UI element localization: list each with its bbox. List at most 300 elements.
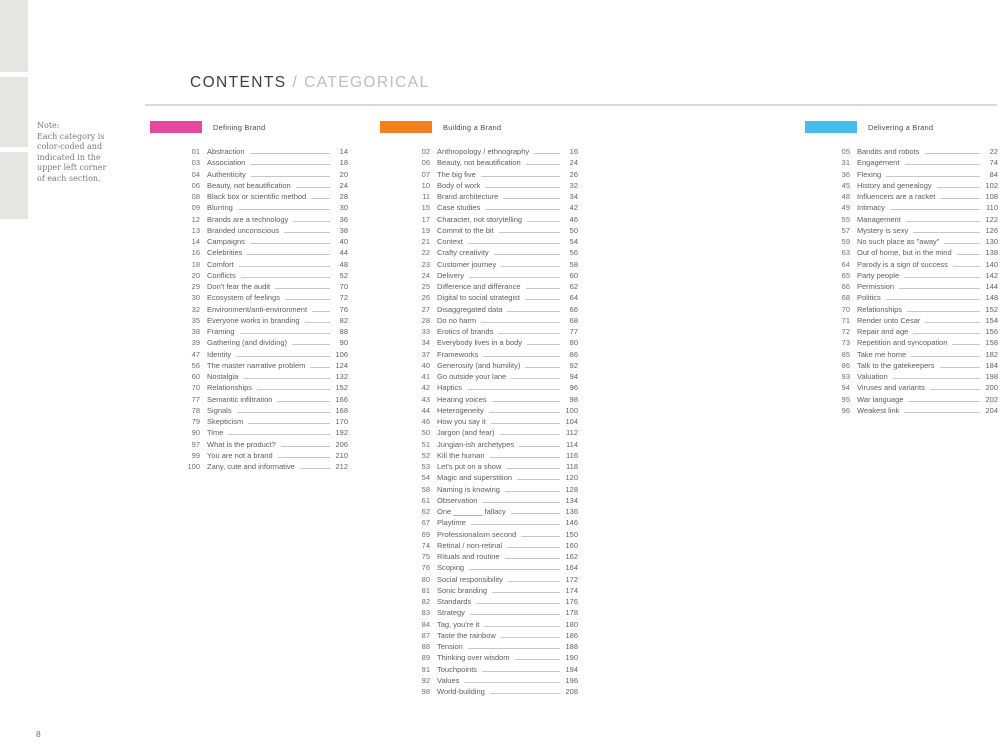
toc-entry: [180, 247, 348, 258]
entry-number: 21: [421, 237, 430, 246]
entry-page: 34: [569, 192, 578, 201]
entry-number: 75: [421, 552, 430, 561]
toc-entry: [410, 281, 578, 292]
leader-line: [525, 360, 560, 368]
toc-entry: [180, 180, 348, 191]
entry-number: 56: [191, 360, 200, 370]
leader-line: [517, 472, 560, 480]
toc-entry: [180, 326, 348, 337]
entry-number: 42: [421, 383, 430, 393]
leader-line: [505, 551, 560, 559]
toc-entry-list: [830, 146, 998, 416]
toc-entry: [180, 416, 348, 427]
entry-page: 114: [566, 439, 578, 449]
entry-title: Brand architecture: [437, 192, 499, 201]
leader-line: [904, 270, 980, 278]
toc-entry: [830, 371, 998, 382]
leader-line: [907, 304, 980, 312]
leader-line: [228, 427, 330, 435]
leader-line: [525, 292, 560, 300]
entry-title: The master narrative problem: [207, 360, 306, 370]
toc-entry: [410, 551, 578, 562]
entry-page: 124: [335, 360, 348, 370]
toc-entry: [410, 506, 578, 517]
toc-entry: [410, 315, 578, 326]
entry-page: 26: [569, 169, 578, 179]
toc-entry: [830, 349, 998, 360]
toc-entry: [410, 619, 578, 630]
entry-title: Values: [437, 675, 460, 685]
leader-line: [481, 315, 560, 323]
entry-title: Party people: [857, 270, 900, 280]
entry-page: 116: [566, 450, 578, 460]
entry-page: 100: [565, 405, 578, 415]
toc-entry: [180, 304, 348, 315]
entry-title: Valuation: [857, 372, 888, 381]
entry-page: 152: [985, 304, 998, 314]
entry-number: 02: [421, 147, 430, 156]
entry-page: 38: [339, 225, 348, 235]
entry-page: 210: [335, 450, 348, 460]
toc-entry: [410, 484, 578, 495]
entry-title: Anthropology / ethnography: [437, 147, 530, 156]
entry-page: 102: [985, 180, 998, 190]
entry-page: 76: [339, 304, 348, 314]
entry-number: 99: [191, 450, 200, 460]
entry-page: 92: [569, 360, 578, 370]
entry-page: 170: [335, 417, 348, 426]
entry-page: 112: [566, 428, 578, 438]
entry-title: Environment/anti-environment: [207, 304, 308, 314]
entry-number: 37: [421, 349, 430, 359]
title-separator: /: [292, 74, 299, 91]
toc-entry: [830, 236, 998, 247]
entry-number: 01: [191, 147, 200, 156]
entry-title: Abstraction: [207, 147, 245, 156]
leader-line: [925, 315, 980, 323]
entry-page: 96: [569, 383, 578, 393]
entry-title: Viruses and variants: [857, 383, 925, 393]
leader-line: [506, 461, 560, 469]
entry-page: 122: [985, 214, 998, 224]
toc-entry: [180, 360, 348, 371]
toc-entry: [830, 326, 998, 337]
leader-line: [285, 292, 330, 300]
entry-page: 66: [569, 304, 578, 314]
leader-line: [492, 394, 560, 402]
toc-entry: [830, 180, 998, 191]
toc-entry: [410, 270, 578, 281]
entry-number: 57: [841, 225, 850, 235]
entry-page: 208: [565, 687, 578, 696]
entry-number: 17: [421, 214, 430, 224]
entry-number: 62: [421, 507, 430, 516]
entry-title: Digital to social strategist: [437, 293, 520, 303]
entry-number: 64: [841, 259, 850, 269]
entry-title: Management: [857, 214, 901, 224]
entry-title: Context: [437, 237, 463, 246]
toc-entry: [410, 652, 578, 663]
toc-entry-list: [180, 146, 348, 472]
toc-entry: [410, 529, 578, 540]
entry-number: 40: [421, 360, 430, 370]
entry-number: 23: [421, 259, 430, 269]
entry-title: Parody is a sign of success: [857, 259, 948, 269]
leader-line: [957, 247, 980, 255]
entry-page: 74: [989, 158, 998, 168]
entry-title: Frameworks: [437, 349, 479, 359]
toc-entry: [180, 157, 348, 168]
entry-number: 24: [421, 270, 430, 280]
entry-number: 81: [421, 585, 430, 595]
toc-entry: [830, 360, 998, 371]
toc-entry: [180, 202, 348, 213]
entry-title: Retinal / non-retinal: [437, 540, 503, 550]
leader-line: [470, 607, 560, 615]
entry-page: 110: [986, 203, 998, 213]
leader-line: [908, 394, 980, 402]
leader-line: [904, 405, 980, 413]
entry-title: Skepticism: [207, 417, 244, 426]
toc-entry: [830, 214, 998, 225]
leader-line: [944, 236, 980, 244]
entry-number: 05: [841, 147, 850, 156]
entry-number: 18: [191, 259, 200, 269]
entry-title: Repetition and syncopation: [857, 338, 948, 348]
entry-number: 54: [421, 473, 430, 483]
page-title: [190, 74, 430, 92]
toc-entry: [830, 202, 998, 213]
entry-number: 63: [841, 248, 850, 258]
entry-number: 100: [187, 462, 200, 471]
leader-line: [505, 484, 560, 492]
entry-title: Tag, you're it: [437, 619, 480, 629]
category-header: [380, 121, 578, 133]
toc-entry: [180, 427, 348, 438]
entry-title: Relationships: [857, 304, 903, 314]
leader-line: [913, 326, 980, 334]
leader-line: [278, 450, 330, 458]
entry-title: Magic and superstition: [437, 473, 513, 483]
entry-title: Case studies: [437, 203, 481, 213]
margin-note: Note: Each category is color-coded and indicated in the upper left corner of each section.: [37, 121, 107, 183]
leader-line: [238, 202, 330, 210]
entry-number: 44: [421, 405, 430, 415]
entry-title: Politics: [857, 293, 881, 303]
entry-title: Beauty, not beautification: [437, 158, 521, 168]
toc-entry: [410, 247, 578, 258]
entry-page: 72: [339, 293, 348, 303]
leader-line: [911, 349, 980, 357]
entry-number: 28: [421, 315, 430, 325]
toc-entry: [830, 382, 998, 393]
leader-line: [247, 247, 330, 255]
leader-line: [464, 675, 560, 683]
entry-title: Haptics: [437, 383, 463, 393]
entry-title: Intimacy: [857, 203, 885, 213]
entry-page: 44: [339, 248, 348, 258]
category-swatch: [150, 121, 202, 133]
entry-number: 45: [841, 180, 850, 190]
entry-page: 194: [565, 664, 578, 674]
entry-number: 22: [421, 248, 430, 258]
entry-title: Naming is knowing: [437, 484, 500, 494]
divider-line: [145, 104, 997, 106]
entry-title: The big five: [437, 169, 476, 179]
leader-line: [519, 439, 560, 447]
page-edge-strip: [0, 0, 28, 72]
entry-number: 58: [421, 484, 430, 494]
toc-entry: [410, 236, 578, 247]
entry-number: 47: [191, 349, 200, 359]
toc-entry: [410, 225, 578, 236]
entry-title: Branded unconscious: [207, 225, 280, 235]
toc-entry: [410, 202, 578, 213]
entry-title: Everyone works in branding: [207, 315, 300, 325]
entry-title: Professionalism second: [437, 529, 517, 539]
leader-line: [501, 259, 560, 267]
leader-line: [508, 574, 560, 582]
leader-line: [886, 292, 980, 300]
leader-line: [250, 146, 330, 154]
leader-line: [471, 517, 560, 525]
entry-title: Body of work: [437, 180, 481, 190]
toc-entry: [410, 326, 578, 337]
entry-title: Ecosystem of feelings: [207, 293, 280, 303]
leader-line: [236, 349, 330, 357]
entry-page: 212: [335, 462, 348, 471]
entry-page: 140: [985, 259, 998, 269]
toc-entry: [410, 540, 578, 551]
entry-page: 84: [989, 169, 998, 179]
entry-page: 104: [565, 417, 578, 426]
entry-number: 98: [421, 687, 430, 696]
entry-page: 156: [985, 327, 998, 336]
entry-number: 76: [421, 563, 430, 573]
toc-entry: [410, 427, 578, 438]
entry-page: 206: [335, 439, 348, 449]
entry-number: 70: [191, 383, 200, 393]
toc-entry: [180, 146, 348, 157]
toc-entry: [180, 394, 348, 405]
entry-title: Engagement: [857, 158, 900, 168]
toc-entry: [180, 371, 348, 382]
toc-entry: [180, 349, 348, 360]
leader-line: [507, 304, 560, 312]
leader-line: [250, 157, 330, 165]
entry-page: 150: [565, 529, 578, 539]
toc-entry: [410, 517, 578, 528]
entry-title: Observation: [437, 495, 478, 505]
entry-number: 90: [191, 428, 200, 438]
entry-title: Authenticity: [207, 169, 246, 179]
entry-number: 39: [191, 338, 200, 348]
entry-title: One _______ fallacy: [437, 507, 506, 516]
toc-entry: [180, 439, 348, 450]
entry-page: 188: [565, 642, 578, 651]
category-label: Building a Brand: [443, 122, 502, 132]
entry-page: 172: [565, 574, 578, 584]
toc-entry-list: [410, 146, 578, 697]
entry-page: 118: [566, 462, 578, 471]
toc-entry: [410, 146, 578, 157]
entry-page: 80: [569, 338, 578, 348]
toc-entry: [410, 169, 578, 180]
leader-line: [284, 225, 330, 233]
leader-line: [485, 202, 560, 210]
toc-entry: [180, 281, 348, 292]
entry-title: Don't fear the audit: [207, 282, 271, 291]
entry-title: You are not a brand: [207, 450, 273, 460]
entry-number: 20: [191, 270, 200, 280]
entry-number: 55: [841, 214, 850, 224]
entry-page: 20: [339, 169, 348, 179]
entry-page: 16: [569, 147, 578, 156]
leader-line: [257, 382, 330, 390]
entry-page: 132: [335, 372, 348, 381]
entry-number: 41: [421, 372, 430, 381]
entry-number: 78: [191, 405, 200, 415]
leader-line: [490, 450, 560, 458]
entry-page: 136: [565, 507, 578, 516]
entry-title: Out of home, but in the mind: [857, 248, 952, 258]
toc-entry: [830, 270, 998, 281]
entry-page: 142: [985, 270, 998, 280]
toc-entry: [830, 281, 998, 292]
entry-page: 42: [569, 203, 578, 213]
entry-number: 12: [191, 214, 200, 224]
entry-title: Character, not storytelling: [437, 214, 523, 224]
toc-entry: [180, 214, 348, 225]
entry-title: Render unto Cesar: [857, 315, 921, 325]
entry-number: 32: [191, 304, 200, 314]
entry-number: 48: [841, 192, 850, 201]
entry-number: 31: [841, 158, 850, 168]
entry-number: 59: [841, 237, 850, 246]
entry-number: 27: [421, 304, 430, 314]
entry-title: Blurring: [207, 203, 233, 213]
toc-entry: [180, 236, 348, 247]
leader-line: [239, 259, 330, 267]
leader-line: [905, 157, 980, 165]
entry-page: 192: [335, 428, 348, 438]
toc-entry: [410, 461, 578, 472]
entry-title: Identity: [207, 349, 232, 359]
toc-entry: [180, 315, 348, 326]
leader-line: [237, 405, 330, 413]
leader-line: [953, 259, 980, 267]
toc-entry: [410, 157, 578, 168]
entry-number: 09: [191, 203, 200, 213]
leader-line: [913, 225, 980, 233]
entry-title: Hearing voices: [437, 394, 487, 404]
leader-line: [296, 180, 330, 188]
leader-line: [277, 394, 330, 402]
toc-entry: [410, 630, 578, 641]
toc-entry: [410, 214, 578, 225]
toc-entry: [180, 461, 348, 472]
entry-page: 90: [339, 338, 348, 348]
entry-page: 168: [335, 405, 348, 415]
leader-line: [500, 427, 560, 435]
leader-line: [491, 416, 560, 424]
leader-line: [292, 337, 330, 345]
leader-line: [498, 326, 560, 334]
toc-entry: [410, 574, 578, 585]
entry-title: Crafty creativity: [437, 248, 489, 258]
toc-entry: [410, 607, 578, 618]
entry-number: 50: [421, 428, 430, 438]
entry-number: 25: [421, 282, 430, 291]
entry-number: 74: [421, 540, 430, 550]
entry-title: Bandits and robots: [857, 147, 920, 156]
entry-title: Generosity (and humility): [437, 360, 521, 370]
entry-number: 86: [841, 360, 850, 370]
entry-number: 91: [421, 664, 430, 674]
entry-title: Beauty, not beautification: [207, 180, 291, 190]
entry-title: Social responsibility: [437, 574, 503, 584]
entry-title: Semantic infiltration: [207, 394, 273, 404]
leader-line: [490, 686, 560, 694]
leader-line: [930, 382, 980, 390]
entry-number: 29: [191, 282, 200, 291]
leader-line: [281, 439, 330, 447]
leader-line: [492, 585, 560, 593]
toc-entry: [410, 292, 578, 303]
leader-line: [243, 371, 330, 379]
entry-title: Scoping: [437, 563, 465, 573]
category-label: Delivering a Brand: [868, 122, 934, 132]
toc-entry: [410, 686, 578, 697]
entry-page: 158: [985, 338, 998, 348]
entry-number: 87: [421, 630, 430, 640]
leader-line: [482, 495, 560, 503]
leader-line: [940, 360, 980, 368]
entry-number: 26: [421, 293, 430, 303]
toc-entry: [830, 394, 998, 405]
entry-number: 33: [421, 327, 430, 336]
entry-number: 61: [421, 495, 430, 505]
toc-entry: [180, 337, 348, 348]
toc-entry: [830, 191, 998, 202]
entry-page: 120: [565, 473, 578, 483]
entry-number: 95: [841, 394, 850, 404]
entry-title: Tension: [437, 642, 463, 651]
entry-page: 36: [339, 214, 348, 224]
entry-page: 48: [339, 259, 348, 269]
toc-entry: [410, 439, 578, 450]
entry-page: 106: [335, 349, 348, 359]
entry-page: 174: [565, 585, 578, 595]
entry-number: 16: [191, 248, 200, 258]
entry-title: Time: [207, 428, 224, 438]
entry-title: Weakest link: [857, 405, 900, 415]
title-main: CONTENTS: [190, 74, 287, 91]
leader-line: [906, 214, 980, 222]
leader-line: [890, 202, 980, 210]
entry-page: 68: [569, 315, 578, 325]
entry-page: 94: [569, 372, 578, 381]
toc-entry: [180, 270, 348, 281]
entry-page: 154: [985, 315, 998, 325]
leader-line: [501, 630, 560, 638]
entry-title: Gathering (and dividing): [207, 338, 288, 348]
entry-title: Black box or scientific method: [207, 192, 307, 201]
entry-number: 10: [421, 180, 430, 190]
entry-title: Taste the rainbow: [437, 630, 496, 640]
leader-line: [469, 562, 560, 570]
leader-line: [467, 382, 560, 390]
